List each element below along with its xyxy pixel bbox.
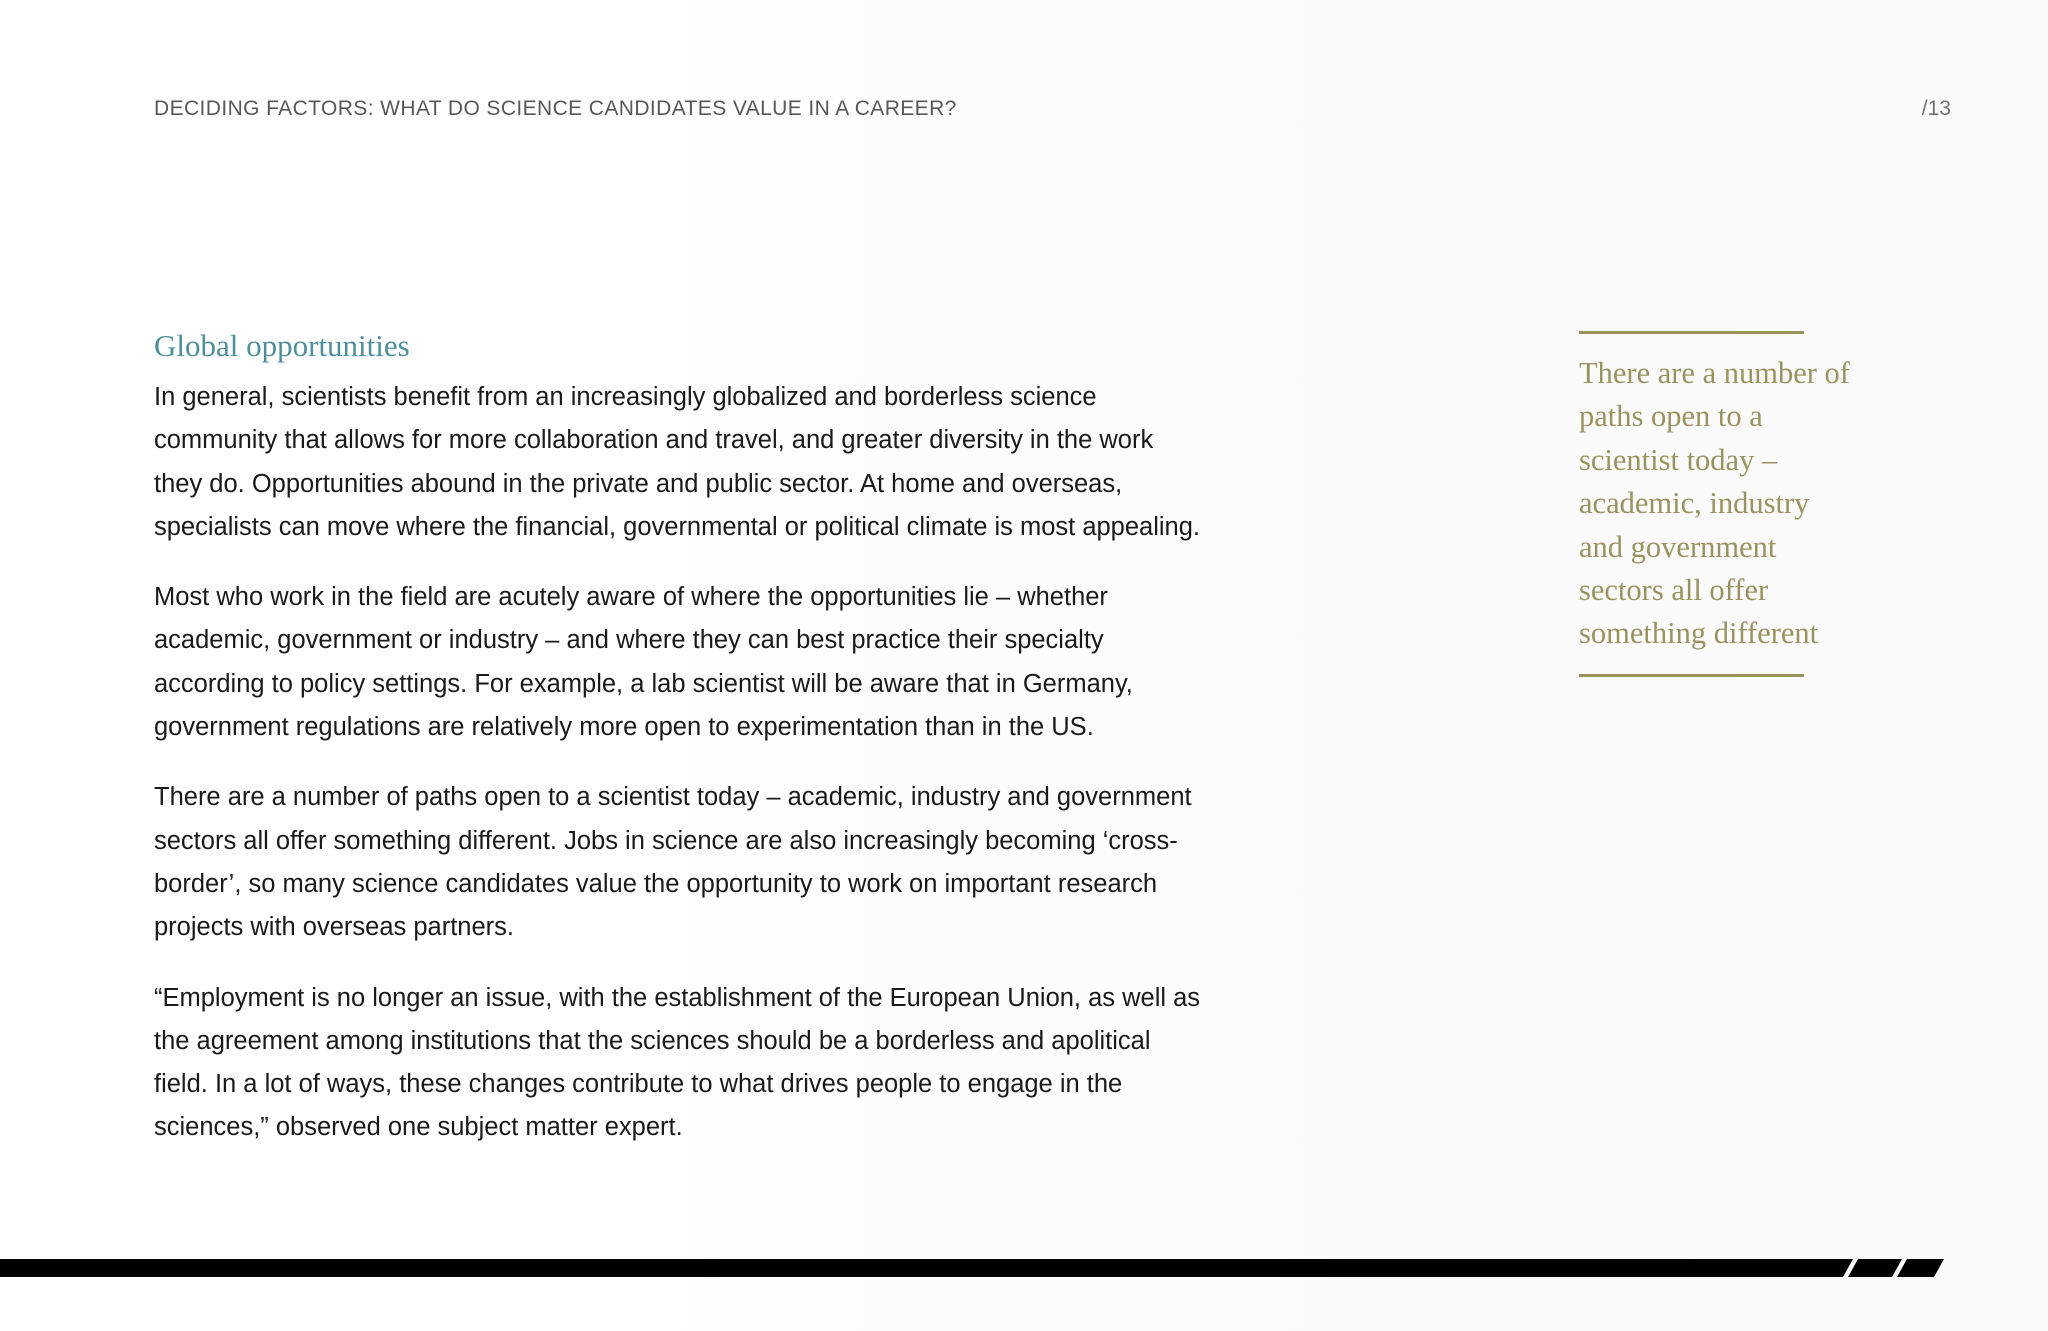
running-header: DECIDING FACTORS: WHAT DO SCIENCE CANDIDATES VALUE IN A CAREER? xyxy=(154,97,957,120)
footer-bar xyxy=(0,1259,2048,1277)
footer-bar-slash-2 xyxy=(1897,1259,1944,1277)
body-paragraph-4: “Employment is no longer an issue, with the establishment of the European Union, as well as the agreement among institutions that the sciences should be a borderless and apolitical field. In a lot of ways, these changes contribute to what drives people to engage in the sciences,” observed one subject matter expert. xyxy=(154,983,1201,1142)
body-paragraph-2: Most who work in the field are acutely aware of where the opportunities lie – whether academic, government or industry – and where they can best practice their specialty according to policy settings. For example, a lab scientist will be aware that in Germany, government regulations are relatively more open to experimentation than in the US. xyxy=(154,583,1133,742)
body-paragraph-3: There are a number of paths open to a scientist today – academic, industry and government sectors all offer something different. Jobs in science are also increasingly becoming ‘cross-border’, so many science candidates value the opportunity to work on important research projects with overseas partners. xyxy=(154,783,1192,942)
pull-quote-top-rule xyxy=(1579,331,1804,334)
section-heading: Global opportunities xyxy=(154,328,410,363)
footer-bar-slash-1 xyxy=(1848,1259,1902,1277)
pull-quote-bottom-rule xyxy=(1579,674,1804,677)
page-number: /13 xyxy=(1921,97,1951,120)
pull-quote xyxy=(1579,331,1859,677)
pull-quote-text: There are a number of paths open to a scientist today – academic, industry and government sectors all offer something different xyxy=(1579,356,1850,651)
body-paragraph-1: In general, scientists benefit from an increasingly globalized and borderless science community that allows for more collaboration and travel, and greater diversity in the work they do. Opportunities abound in the private and public sector. At home and overseas, specialists can move where the financial, governmental or political climate is most appealing. xyxy=(154,383,1201,541)
main-column xyxy=(154,326,1204,1177)
footer-bar-main-stripe xyxy=(0,1259,1853,1277)
